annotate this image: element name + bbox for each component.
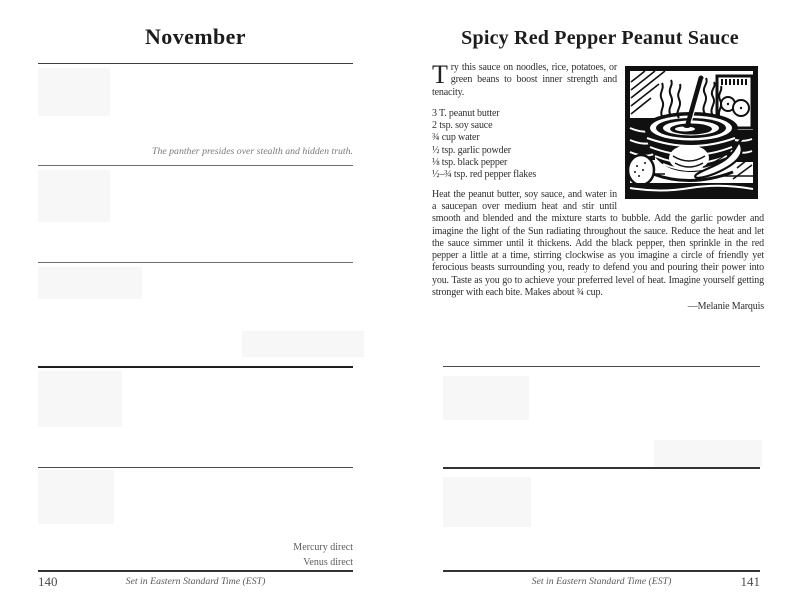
erased-entry-ghost (38, 371, 122, 427)
recipe-method: Heat the peanut butter, soy sauce, and water in a saucepan over medium heat and stir until smooth and blended and the mixture starts to bubble. Add the garlic powder and imagine the light of the Sun radiating throughout the sauce. Reduce the heat and let the sauce simmer until it thickens. Add the black pepper, then sprinkle in the red pepper a little at a time, stirring clockwise as you imagine a circle of friendly yet ferocious beasts surrounding you, ready to defend you and pouring their power into you. Taste as you go to achieve your preferred level of heat. Imagine yourself getting stronger with each bite. Makes about ¾ cup. (432, 188, 764, 299)
week-divider-line (38, 63, 353, 64)
ingredient-line: ¾ cup water (432, 132, 480, 144)
erased-entry-ghost (38, 267, 142, 299)
week-divider-line (443, 366, 760, 367)
recipe-attribution: —Melanie Marquis (687, 301, 764, 313)
week-divider-line (38, 467, 353, 468)
astro-note: Venus direct (303, 557, 353, 568)
month-title: November (145, 24, 246, 49)
recipe-title: Spicy Red Pepper Peanut Sauce (461, 27, 739, 49)
ingredient-line: ⅛ tsp. black pepper (432, 157, 508, 169)
astro-note: Mercury direct (293, 542, 353, 553)
ingredient-line: ½ tsp. garlic powder (432, 144, 511, 156)
ingredient-line: ½–¾ tsp. red pepper flakes (432, 169, 537, 181)
footer-rule-line (38, 570, 353, 572)
erased-entry-ghost (38, 68, 110, 116)
footer-timezone-note: Set in Eastern Standard Time (EST) (531, 576, 672, 587)
erased-entry-ghost (443, 477, 531, 527)
page-number-left: 140 (38, 574, 58, 589)
erased-entry-ghost (38, 170, 110, 222)
week-divider-line (38, 165, 353, 166)
erased-entry-ghost (38, 470, 114, 524)
erased-entry-ghost (443, 376, 529, 420)
ingredient-line: 2 tsp. soy sauce (432, 120, 493, 132)
page-number-right: 141 (740, 574, 760, 589)
astro-notes (38, 540, 353, 570)
ingredient-line: 3 T. peanut butter (432, 107, 500, 119)
intro-text: ry this sauce on noodles, rice, potatoes, or green beans to boost inner strength and tenacity. (432, 62, 617, 98)
recipe-body (432, 62, 764, 314)
lemon-half (628, 155, 654, 185)
week-divider-line (38, 262, 353, 263)
footer-timezone-note: Set in Eastern Standard Time (EST) (125, 576, 266, 587)
steaming-bowl-woodcut-illustration (625, 66, 758, 199)
erased-entry-ghost (654, 440, 762, 467)
footer-rule-line (443, 570, 760, 572)
flavor-text: The panther presides over stealth and hidden truth. (152, 146, 353, 157)
week-divider-line (38, 366, 353, 368)
erased-entry-ghost (242, 331, 364, 357)
drop-cap: T (432, 60, 448, 89)
week-divider-line (443, 467, 760, 469)
